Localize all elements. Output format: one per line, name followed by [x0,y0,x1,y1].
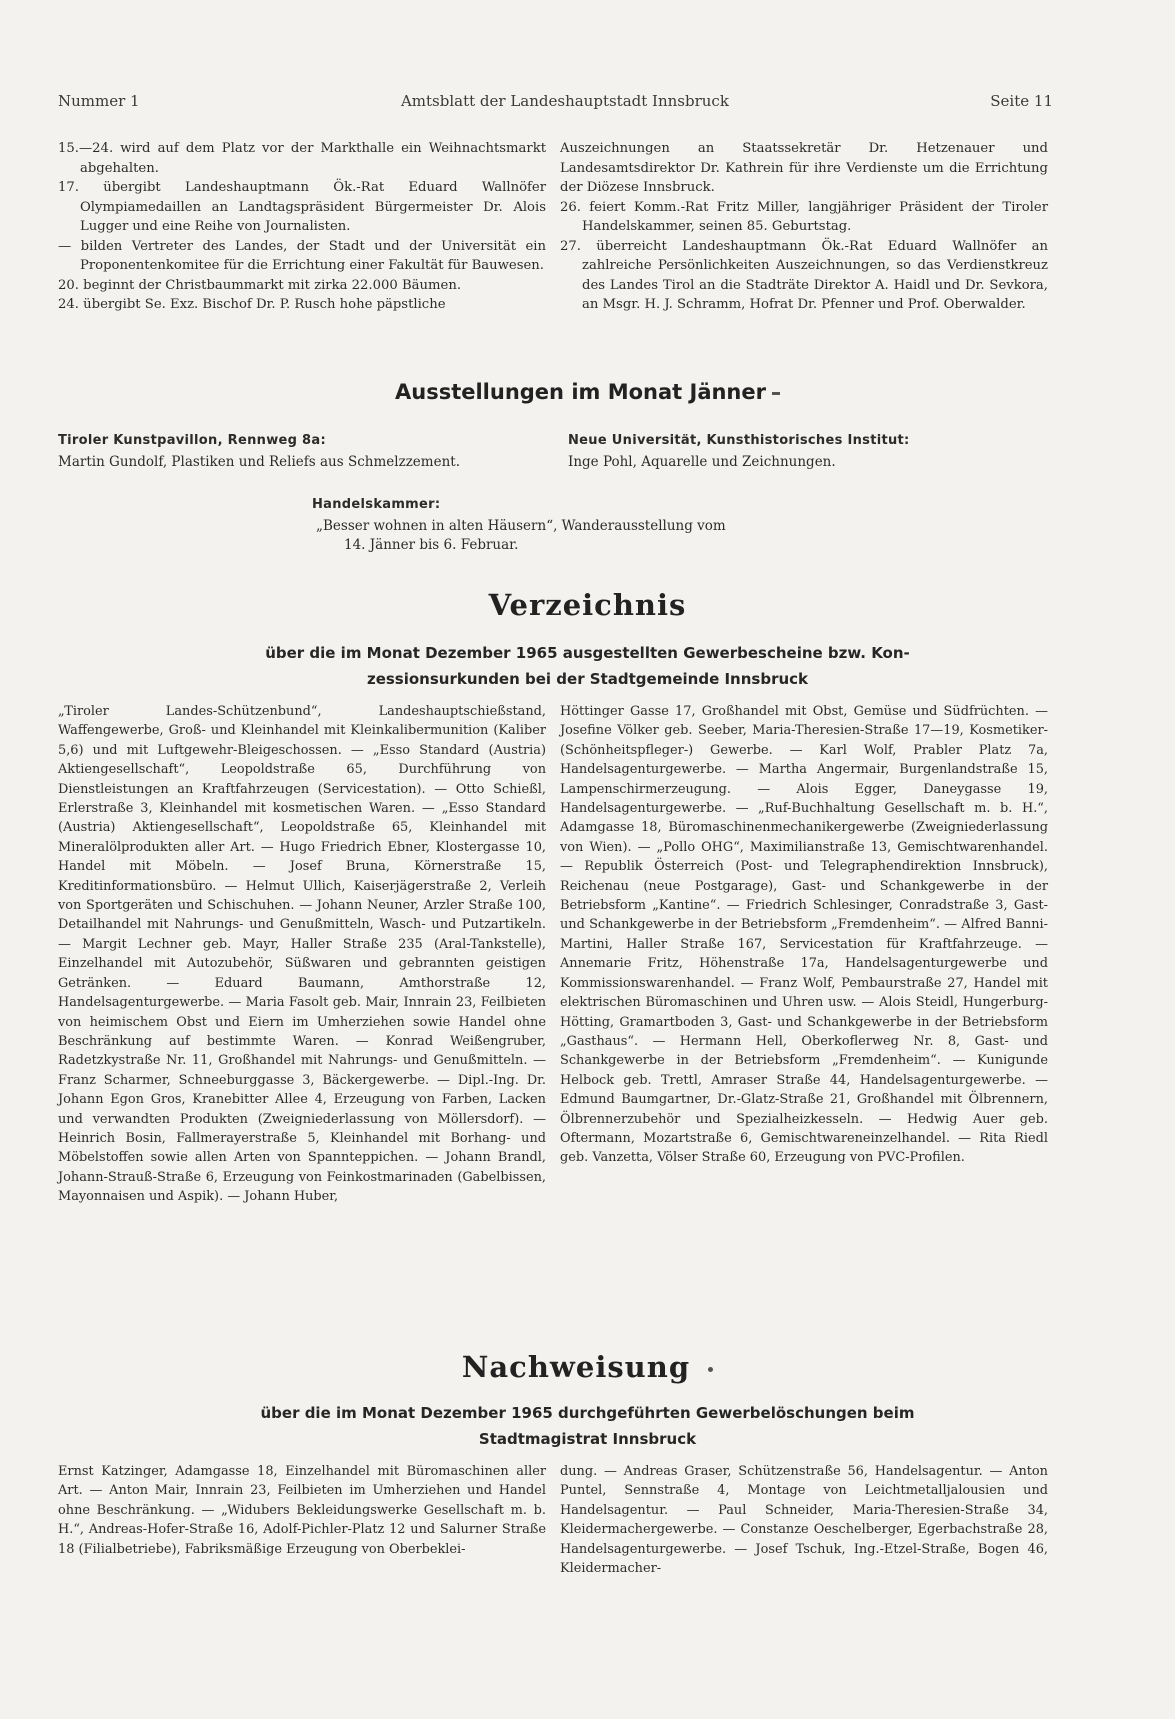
verzeichnis-title: Verzeichnis [488,588,687,622]
exhibition-venue: Neue Universität, Kunsthistorisches Institut: [568,433,910,448]
exhibition-description: Martin Gundolf, Plastiken und Reliefs aus Schmelzzement. [58,454,460,470]
nachweisung-subtitle-line-2: Stadtmagistrat Innsbruck [478,1430,697,1448]
verzeichnis-left-column [58,702,546,1207]
page-number: Seite 11 [990,92,1053,110]
exhibition-dates: 14. Jänner bis 6. Februar. [344,537,519,553]
exhibition-description: Inge Pohl, Aquarelle und Zeichnungen. [568,454,836,470]
nachweisung-title [0,1350,1175,1384]
nachweisung-subtitle-line-1: über die im Monat Dezember 1965 durchgeführten Gewerbelöschungen beim [260,1404,915,1422]
issue-number: Nummer 1 [58,92,140,110]
nachweisung-right-column [560,1462,1048,1578]
chronicle-right-column [560,139,1048,315]
exhibition-description: „Besser wohnen in alten Häusern“, Wanderausstellung vom [316,518,726,534]
nachweisung-entries-left: Ernst Katzinger, Adamgasse 18, Einzelhandel mit Büromaschinen aller Art. — Anton Mair, Innrain 23, Feilbieten im Umherziehen und Handel ohne Beschränkung. — „Widubers Bekleidungswerke Gesellschaft m. b. H.“, Andreas-Hofer-Straße 16, Adolf-Pichler-Platz 12 und Salurner Straße 18 (Filialbetriebe), Fabriksmäßige Erzeugung von Oberbeklei- [58,1464,546,1557]
running-header [58,92,1053,110]
verzeichnis-columns [58,702,1048,1207]
chronicle-entry: 26. feiert Komm.-Rat Fritz Miller, langjähriger Präsident der Tiroler Handelskammer, seinen 85. Geburtstag. [560,199,1048,234]
chronicle-entry: Auszeichnungen an Staatssekretär Dr. Hetzenauer und Landesamtsdirektor Dr. Kathrein für ihre Verdienste um die Errichtung der Diözese Innsbruck. [560,141,1048,195]
chronicle-entry: 27. überreicht Landeshauptmann Ök.-Rat Eduard Wallnöfer an zahlreiche Persönlichkeiten Auszeichnungen, so das Verdienstkreuz des Landes Tirol an die Stadträte Direktor A. Haidl und Dr. Sevkora, an Msgr. H. J. Schramm, Hofrat Dr. Pfenner und Prof. Oberwalder. [560,238,1048,312]
chronicle-entry: — bilden Vertreter des Landes, der Stadt und der Universität ein Proponentenkomitee für die Errichtung einer Fakultät für Bauwesen. [58,238,546,273]
verzeichnis-subtitle-line-1: über die im Monat Dezember 1965 ausgestellten Gewerbescheine bzw. Kon- [265,644,910,662]
ornament-dot [708,1367,713,1372]
exhibition-left [58,433,558,470]
exhibitions-title [0,380,1175,404]
exhibitions-title-text: Ausstellungen im Monat Jänner [395,380,766,404]
exhibition-venue: Tiroler Kunstpavillon, Rennweg 8a: [58,433,326,448]
nachweisung-columns [58,1462,1048,1578]
nachweisung-entries-right: dung. — Andreas Graser, Schützenstraße 56, Handelsagentur. — Anton Puntel, Sennstraße 4, Montage von Leichtmetalljalousien und Handelsagentur. — Paul Schneider, Maria-Theresien-Straße 34, Kleidermachergewerbe. — Constanze Oeschelberger, Egerbachstraße 28, Handelsagenturgewerbe. — Josef Tschuk, Ing.-Etzel-Straße, Bogen 46, Kleidermacher- [560,1464,1048,1577]
publication-title: Amtsblatt der Landeshauptstadt Innsbruck [400,92,729,110]
verzeichnis-entries-left: „Tiroler Landes-Schützenbund“, Landeshauptschießstand, Waffengewerbe, Groß- und Kleinhandel mit Kleinkalibermunition (Kaliber 5,6) und mit Luftgewehr-Bleigeschossen. — „Esso Standard (Austria) Aktiengesellschaft“, Leopoldstraße 65, Durchführung von Dienstleistungen an Kraftfahrzeugen (Servicestation). — Otto Schießl, Erlerstraße 3, Kleinhandel mit kosmetischen Waren. — „Esso Standard (Austria) Aktiengesellschaft“, Leopoldstraße 65, Kleinhandel mit Mineralölprodukten aller Art. — Hugo Friedrich Ebner, Klostergasse 10, Handel mit Möbeln. — Josef Bruna, Körnerstraße 15, Kreditinformationsbüro. — Helmut Ullich, Kaiserjägerstraße 2, Verleih von Sportgeräten und Schischuhen. — Johann Neuner, Arzler Straße 100, Detailhandel mit Nahrungs- und Genußmitteln, Wasch- und Putzartikeln. — Margit Lechner geb. Mayr, Haller Straße 235 (Aral-Tankstelle), Einzelhandel mit Autozubehör, Süßwaren und gebrannten geistigen Getränken. — Eduard Baumann, Amthorstraße 12, Handelsagenturgewerbe. — Maria Fasolt geb. Mair, Innrain 23, Feilbieten von heimischem Obst und Eiern im Umherziehen sowie Handel ohne Beschränkung auf bestimmte Waren. — Konrad Weißengruber, Radetzkystraße Nr. 11, Großhandel mit Nahrungs- und Genußmitteln. — Franz Scharmer, Schneeburggasse 3, Bäckergewerbe. — Dipl.-Ing. Dr. Johann Egon Gros, Kranebitter Allee 4, Erzeugung von Farben, Lacken und verwandten Produkten (Zweigniederlassung von Möllersdorf). — Heinrich Bosin, Fallmerayerstraße 5, Kleinhandel mit Borhang- und Möbelstoffen sowie allen Arten von Spannteppichen. — Johann Brandl, Johann-Strauß-Straße 6, Erzeugung von Feinkostmarinaden (Gabelbissen, Mayonnaisen und Aspik). — Johann Huber, [58,704,546,1205]
verzeichnis-entries-right: Höttinger Gasse 17, Großhandel mit Obst, Gemüse und Südfrüchten. — Josefine Völker geb. Seeber, Maria-Theresien-Straße 17—19, Kosmetiker- (Schönheitspfleger-) Gewerbe. — Karl Wolf, Prabler Platz 7a, Handelsagenturgewerbe. — Martha Angermair, Burgenlandstraße 15, Lampenschirmerzeugung. — Alois Egger, Daneygasse 19, Handelsagenturgewerbe. — „Ruf-Buchhaltung Gesellschaft m. b. H.“, Adamgasse 18, Büromaschinenmechanikergewerbe (Zweigniederlassung von Wien). — „Pollo OHG“, Maximilianstraße 13, Gemischtwarenhandel. — Republik Österreich (Post- und Telegraphendirektion Innsbruck), Reichenau (neue Postgarage), Gast- und Schankgewerbe in der Betriebsform „Kantine“. — Friedrich Schlesinger, Conradstraße 3, Gast- und Schankgewerbe in der Betriebsform „Fremdenheim“. — Alfred Banni-Martini, Haller Straße 167, Servicestation für Kraftfahrzeuge. — Annemarie Fritz, Höhenstraße 17a, Handelsagenturgewerbe und Kommissionswarenhandel. — Franz Wolf, Pembaurstraße 27, Handel mit elektrischen Büromaschinen und Uhren usw. — Alois Steidl, Hungerburg-Hötting, Gramartboden 3, Gast- und Schankgewerbe in der Betriebsform „Gasthaus“. — Hermann Hell, Oberkoflerweg Nr. 8, Gast- und Schankgewerbe in der Betriebsform „Fremdenheim“. — Kunigunde Helbock geb. Trettl, Amraser Straße 44, Handelsagenturgewerbe. — Edmund Baumgartner, Dr.-Glatz-Straße 21, Großhandel mit Ölbrennern, Ölbrennerzubehör und Spezialheizkesseln. — Hedwig Auer geb. Oftermann, Mozartstraße 6, Gemischtwareneinzelhandel. — Rita Riedl geb. Vanzetta, Völser Straße 60, Erzeugung von PVC-Profilen. [560,704,1048,1166]
chronicle-left-column [58,139,546,315]
chronicle-columns [58,139,1048,315]
verzeichnis-subtitle-line-2: zessionsurkunden bei der Stadtgemeinde Innsbruck [366,670,809,688]
nachweisung-title-text: Nachweisung [461,1350,691,1384]
ornament-dot [772,392,780,395]
exhibition-venue: Handelskammer: [312,497,441,512]
chronicle-entry: 24. übergibt Se. Exz. Bischof Dr. P. Rusch hohe päpstliche [58,297,446,312]
chronicle-entry: 15.—24. wird auf dem Platz vor der Markthalle ein Weihnachtsmarkt abgehalten. [58,141,546,176]
exhibition-right [568,433,1058,470]
chronicle-entry: 20. beginnt der Christbaummarkt mit zirka 22.000 Bäumen. [58,277,462,293]
exhibition-center [312,497,872,553]
nachweisung-left-column [58,1462,546,1578]
verzeichnis-right-column [560,702,1048,1207]
chronicle-entry: 17. übergibt Landeshauptmann Ök.-Rat Eduard Wallnöfer Olympiamedaillen an Landtagspräsident Bürgermeister Dr. Alois Lugger und eine Reihe von Journalisten. [58,180,546,234]
